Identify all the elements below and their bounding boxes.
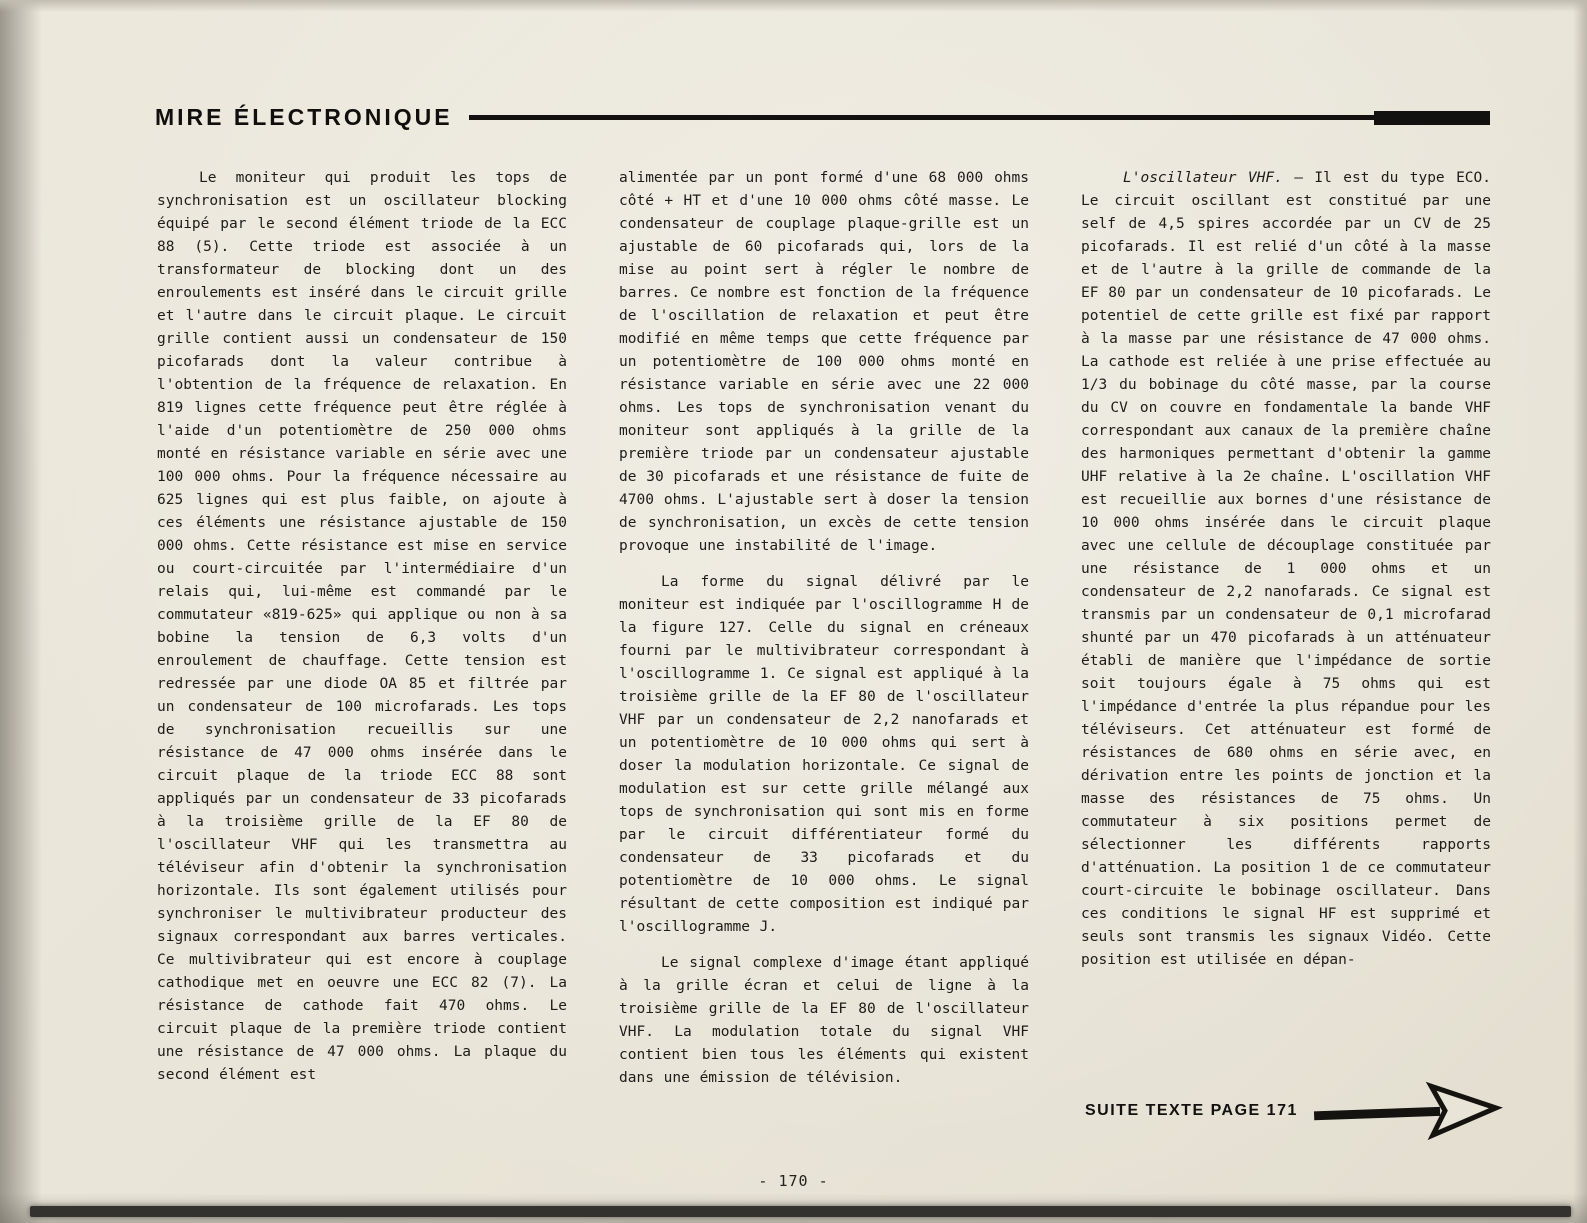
scan-edge-left [0,0,42,1223]
scan-edge-bottom-bar [30,1206,1571,1217]
paragraph: Le moniteur qui produit les tops de synchronisation est un oscillateur blocking équipé par le second élément triode de la ECC 88 (5). Cette triode est associée à un transformateur de blocking dont un des enroulements est inséré dans le circuit grille et l'autre dans le circuit plaque. Le circuit grille contient aussi un condensateur de 150 picofarads dont la valeur contribue à l'obtention de la fréquence de relaxation. En 819 lignes cette fréquence peut être réglée à l'aide d'un potentiomètre de 250 000 ohms monté en résistance variable en série avec une 100 000 ohms. Pour la fréquence nécessaire au 625 lignes qui est plus faible, on ajoute à ces éléments une résistance ajustable de 150 000 ohms. Cette résistance est mise en service ou court-circuitée par l'intermédiaire d'un relais qui, lui-même est commandé par le commutateur «819-625» qui applique ou non à sa bobine la tension de 6,3 volts d'un enroulement de chauffage. Cette tension est redressée par une diode OA 85 et filtrée par un condensateur de 100 microfarads. Les tops de synchronisation recueillis sur une résistance de 47 000 ohms insérée dans le circuit plaque de la triode ECC 88 sont appliqués par un condensateur de 33 picofarads à la troisième grille de la EF 80 de l'oscillateur VHF qui les transmettra au téléviseur afin d'obtenir la synchronisation horizontale. Ils sont également utilisés pour synchroniser le multivibrateur producteur des signaux correspondant aux barres verticales. Ce multivibrateur qui est encore à couplage cathodique met en oeuvre une ECC 82 (7). La résistance de cathode fait 470 ohms. Le circuit plaque de la première triode contient une résistance de 47 000 ohms. La plaque du second élément est [157,170,567,1083]
continuation-note: SUITE TEXTE PAGE 171 [1085,1102,1298,1119]
page-number: - 170 - [758,1172,829,1190]
article-body [157,167,1493,1103]
continuation [1085,1078,1505,1144]
scan-edge-right [1573,0,1587,1223]
header-rule-endcap [1374,111,1490,125]
paragraph-text: — Il est du type ECO. Le circuit oscillant est constitué par une self de 4,5 spires accordée par un CV de 25 picofarads. Il est relié d'un côté à la masse et de l'autre à la grille de commande de la EF 80 par un condensateur de 10 picofarads. Le potentiel de cette grille est fixé par rapport à la masse par une résistance de 47 000 ohms. La cathode est reliée à une prise effectuée au 1/3 du bobinage du côté masse, par la course du CV on couvre en fondamentale la bande VHF correspondant aux canaux de la première chaîne des harmoniques permettant d'obtenir la gamme UHF relative à la 2e chaîne. L'oscillation VHF est recueillie aux bornes d'une résistance de 10 000 ohms insérée dans le circuit plaque avec une cellule de découplage constituée par une résistance de 1 000 ohms et un condensateur de 2,2 nanofarads. Ce signal est transmis par un condensateur de 0,1 microfarad shunté par un 470 picofarads à un atténuateur établi de manière que l'impédance de sortie soit toujours égale à 75 ohms qui est l'impédance d'entrée la plus répandue pour les téléviseurs. Cet atténuateur est formé de résistances de 680 ohms en série avec, en dérivation entre les points de jonction et la masse des résistances de 75 ohms. Un commutateur à six positions permet de sélectionner les différents rapports d'atténuation. La position 1 de ce commutateur court-circuite le bobinage oscillateur. Dans ces conditions le signal HF est supprimé et seuls sont transmis les signaux Vidéo. Cette position est utilisée en dépan- [1081,170,1491,968]
page-header [155,104,1490,131]
continuation-arrow-icon [1314,1078,1504,1144]
paragraph-lead-italic: L'oscillateur VHF. [1123,170,1283,186]
paragraph: Le signal complexe d'image étant appliqué à la grille écran et celui de ligne à la troisième grille de la EF 80 de l'oscillateur VHF. La modulation totale du signal VHF contient bien tous les éléments qui existent dans une émission de télévision. [619,955,1029,1086]
paragraph: alimentée par un pont formé d'une 68 000 ohms côté + HT et d'une 10 000 ohms côté masse. Le condensateur de couplage plaque-grille est un ajustable de 60 picofarads qui, lors de la mise au point sert à régler le nombre de barres. Ce nombre est fonction de la fréquence de l'oscillation de relaxation et peut être modifié en même temps que cette fréquence par un potentiomètre de 100 000 ohms monté en résistance variable en série avec une 22 000 ohms. Les tops de synchronisation venant du moniteur sont appliqués à la grille de la première triode par un condensateur ajustable de 30 picofarads et une résistance de fuite de 4700 ohms. L'ajustable sert à doser la tension de synchronisation, un excès de cette tension provoque une instabilité de l'image. [619,170,1029,554]
column-1 [157,167,567,1103]
scan-edge-top [0,0,1587,12]
header-rule [469,115,1374,120]
page-footer [0,1172,1587,1190]
paragraph: La forme du signal délivré par le moniteur est indiquée par l'oscillogramme H de la figure 127. Celle du signal en créneaux fourni par le multivibrateur correspondant à l'oscillogramme 1. Ce signal est appliqué à la troisième grille de la EF 80 de l'oscillateur VHF par un condensateur de 2,2 nanofarads et un potentiomètre de 10 000 ohms qui sert à doser la modulation horizontale. Ce signal de modulation est sur cette grille mélangé aux tops de synchronisation qui sont mis en forme par le circuit différentiateur formé du condensateur de 33 picofarads et du potentiomètre de 10 000 ohms. Le signal résultant de cette composition est indiqué par l'oscillogramme J. [619,574,1029,935]
page-title: MIRE ÉLECTRONIQUE [155,104,453,130]
column-3 [1081,167,1491,1103]
column-2 [619,167,1029,1103]
paragraph [1081,167,1491,972]
